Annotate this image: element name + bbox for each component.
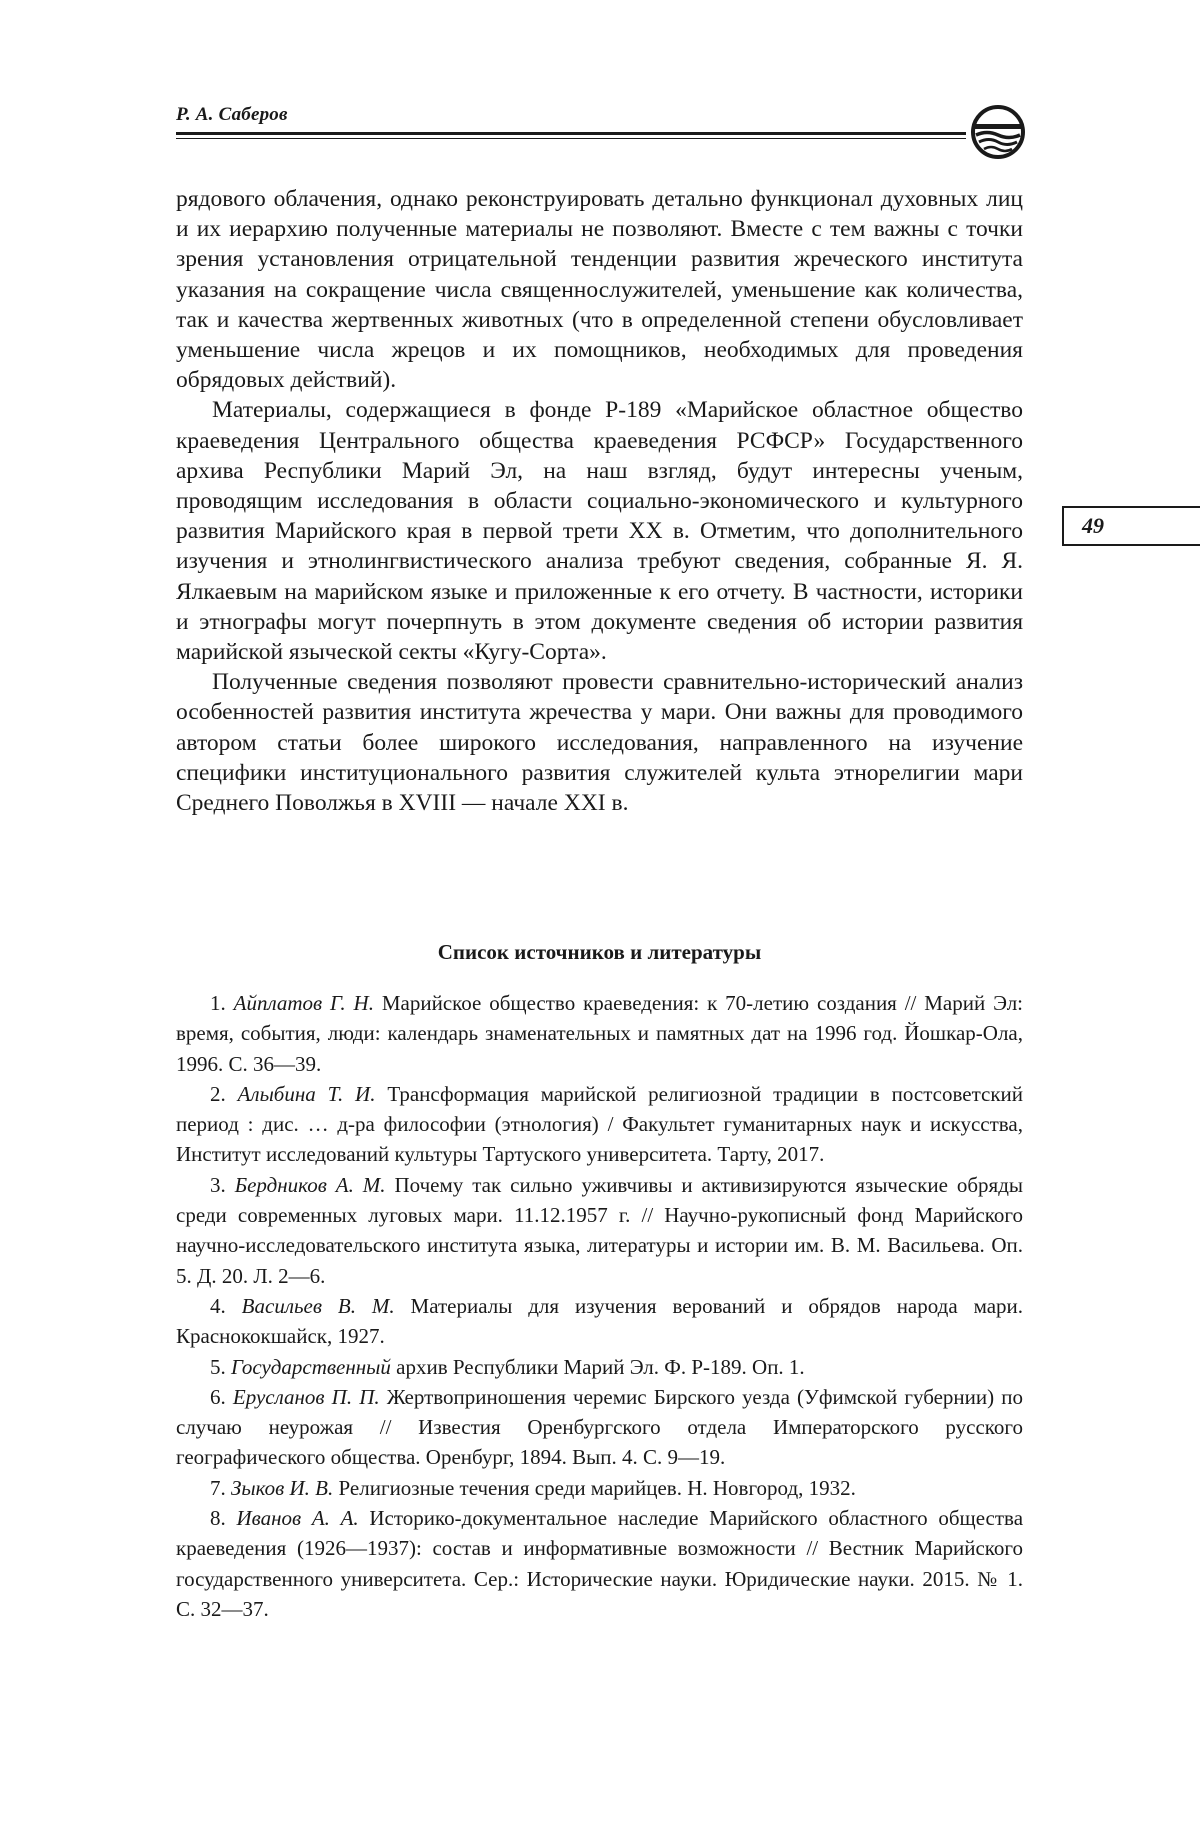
reference-text: Жертвоприношения черемис Бирского уезда (Уфимской губернии) по случаю неурожая // Известия Оренбургского отдела Императорского русского географического общества. Оренбург, 1894. Вып. 4. С. 9—19. <box>176 1384 1024 1470</box>
reference-text: Религиозные течения среди марийцев. Н. Новгород, 1932. <box>338 1475 856 1500</box>
body-paragraph: Материалы, содержащиеся в фонде Р-189 «Марийское областное общество краеведения Центрального общества краеведения РСФСР» Государственного архива Республики Марий Эл, на наш взгляд, будут интересны ученым, проводящим исследования в области социально-экономического и культурного развития Марийского края в первой трети XX в. Отметим, что дополнительного изучения и этнолингвистического анализа требуют сведения, собранные Я. Я. Ялкаевым на марийском языке и приложенные к его отчету. В частности, историки и этнографы могут почерпнуть в этом документе сведения об истории развития марийской языческой секты «Кугу-Сорта». <box>176 397 1023 666</box>
reference-item <box>176 1382 1023 1473</box>
page-number: 49 <box>1082 513 1104 538</box>
running-head-author: Р. А. Саберов <box>176 104 288 125</box>
reference-author: Васильев В. М. <box>241 1293 395 1318</box>
reference-item <box>176 1170 1023 1291</box>
reference-number: 7. <box>210 1475 226 1500</box>
references-heading: Список источников и литературы <box>437 940 762 964</box>
reference-text: Марийское общество краеведения: к 70-летию создания // Марий Эл: время, события, люди: календарь знаменательных и памятных дат на 1996 год. Йошкар-Ола, 1996. С. 36—39. <box>176 991 1024 1076</box>
reference-author: Ерусланов П. П. <box>232 1384 380 1409</box>
header-rule-thick <box>176 132 966 135</box>
reference-author: Айплатов Г. Н. <box>233 991 374 1015</box>
reference-number: 5. <box>210 1354 226 1379</box>
reference-text: Материалы для изучения верований и обрядов народа мари. Краснококшайск, 1927. <box>176 1293 1024 1349</box>
reference-number: 8. <box>210 1506 226 1531</box>
reference-item <box>176 1291 1023 1352</box>
reference-number: 6. <box>210 1384 226 1409</box>
reference-text: Почему так сильно уживчивы и активизируются языческие обряды среди современных луговых мари. 11.12.1957 г. // Научно-рукописный фонд Марийского научно-исследовательского института языка, литературы и истории им. В. М. Васильева. Оп. 5. Д. 20. Л. 2—6. <box>176 1172 1024 1288</box>
reference-author: Бердников А. М. <box>234 1172 386 1197</box>
reference-item <box>176 1079 1023 1170</box>
reference-number: 1. <box>210 991 226 1015</box>
reference-text: архив Республики Марий Эл. Ф. Р-189. Оп. 1. <box>396 1354 805 1379</box>
reference-text: Трансформация марийской религиозной традиции в постсоветский период : дис. … д-ра философии (этнология) / Факультет гуманитарных наук и искусства, Институт исследований культуры Тартуского университета. Тарту, 2017. <box>176 1081 1024 1167</box>
reference-item <box>176 1503 1023 1624</box>
reference-item <box>176 1473 1023 1503</box>
header-rule-thin <box>176 138 966 139</box>
reference-author: Зыков И. В. <box>231 1475 334 1500</box>
reference-number: 2. <box>210 1081 226 1106</box>
page-number-tab <box>1062 506 1200 546</box>
body-paragraph: Полученные сведения позволяют провести сравнительно-исторический анализ особенностей развития института жречества у мари. Они важны для проводимого автором статьи более широкого исследования, направленного на изучение специфики институционального развития служителей культа этнорелигии мари Среднего Поволжья в XVIII — начале XXI в. <box>176 669 1023 817</box>
reference-item <box>176 988 1023 1079</box>
reference-author: Государственный <box>231 1354 391 1379</box>
reference-author: Алыбина Т. И. <box>237 1081 376 1106</box>
journal-logo-icon <box>970 104 1026 160</box>
page-header <box>176 104 1023 144</box>
reference-item <box>176 1352 1023 1382</box>
reference-number: 3. <box>210 1172 226 1197</box>
reference-text: Историко-документальное наследие Марийского областного общества краеведения (1926—1937): состав и информативные возможности // Вестник Марийского государственного университета. Сер.: Исторические науки. Юридические науки. 2015. № 1. С. 32—37. <box>176 1506 1024 1621</box>
reference-list <box>176 988 1023 1624</box>
body-paragraph: рядового облачения, однако реконструировать детально функционал духовных лиц и их иерархию полученные материалы не позволяют. Вместе с тем важны с точки зрения установления отрицательной тенденции развития жреческого института указания на сокращение числа священнослужителей, уменьшение как количества, так и качества жертвенных животных (что в определенной степени обусловливает уменьшение числа жрецов и их помощников, необходимых для проведения обрядовых действий). <box>176 186 1023 394</box>
reference-number: 4. <box>210 1293 226 1318</box>
reference-author: Иванов А. А. <box>236 1506 359 1531</box>
article-body <box>176 184 1023 818</box>
